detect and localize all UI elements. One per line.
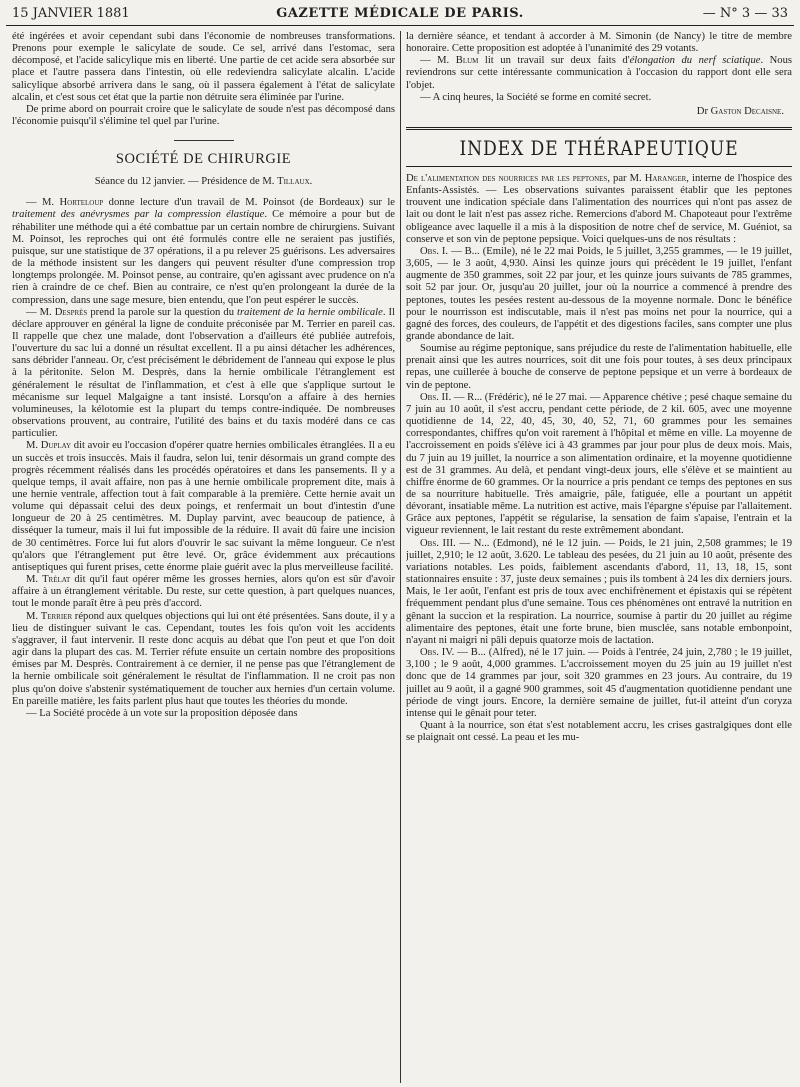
index-header — [406, 127, 792, 167]
paragraph-horteloup: — M. Horteloup donne lecture d'un travail de M. Poinsot (de Bordeaux) sur le traitement des anévrysmes par la compression élastique. Ce mémoire a pour but de réhabiliter une méthode qui a été combattue par un certain nombre de chirurgiens. Suivant M. Poinsot, les reproches qui ont été formulés contre elle ne seraient pas justifiés, puisque, sur une statistique de 37 opérations, il a pu relever 25 guérisons. Les adversaires de la méthode insistent sur les dangers qui peuvent résulter d'une compression trop longtemps prolongée. M. Poinsot pense, au contraire, qu'en agissant avec prudence on n'a rien à craindre de ce chef. Bien au contraire, ce n'est qu'en prolongeant la durée de la compression, dans une sage mesure, bien entendu, que l'on peut espérer le succès. — [12, 197, 395, 306]
section-title: SOCIÉTÉ DE CHIRURGIE — [115, 151, 292, 168]
paragraph-vote: — La Société procède à un vote sur la proposition déposée dans — [26, 707, 298, 719]
newspaper-page — [0, 3, 800, 1087]
speaker-name: Horteloup — [59, 197, 104, 209]
paragraph-soumise: Soumise au régime peptonique, sans préjudice du reste de l'alimentation habituelle, elle prenait ainsi que les autres nourrices, soit dit une fois pour toutes, à ses deux principaux repas, une cuillerée à bouche de conserve de peptone pepsique et un verre à bordeaux de vin de peptone. — [406, 343, 792, 391]
journal-title: GAZETTE MÉDICALE DE PARIS. — [276, 6, 524, 21]
speaker-name: Terrier — [40, 610, 73, 622]
paragraph-terrier: M. Terrier répond aux quelques objections qui lui ont été présentées. Sans doute, il y a lieu de distinguer suivant le cas. Cependant, toutes les fois qu'on voit les accidents s'aggraver, il faut intervenir. Il reste donc acquis au débat que l'on peut et que l'on doit agir dans la plupart des cas. M. Terrier réfute ensuite un certain nombre des propositions émises par M. Desprès. Contrairement à ce dernier, il ne pense pas que l'étranglement de la hernie ombilicale soit généralement le résultat de l'inflammation. Il ne croit pas non plus qu'on doive s'abstenir systématiquement de toucher aux hernies d'un certain volume. En pareille matière, les faits parlent plus haut que toutes les théories du monde. — [12, 610, 395, 707]
column-rule — [400, 31, 401, 1083]
article-author: Haranger — [644, 172, 687, 184]
paragraph-duplay: M. Duplay dit avoir eu l'occasion d'opérer quatre hernies ombilicales étranglées. Il a eu un succès et trois insuccès. Mais il faudra, selon lui, tenir désormais un grand compte des progrès récemment réalisés dans les procédés opératoires et dans les pansements. Il y a quelque temps, il avait affaire, non pas à une hernie ombilicale proprement dite, mais à une hernie ventrale, affection tout à fait comparable à la première. Cette hernie avait un volume qui dépassait celui des deux poings, et renfermait un bout d'intestin d'une longueur de 20 à 25 centimètres. M. Duplay parvint, avec beaucoup de patience, à disséquer la tumeur, mais il lui fut impossible de la réduire. Il avait dû faire une incision de 30 centimètres. Force lui fut alors d'ouvrir le sac suivant la même longueur. Ce n'est qu'alors que l'étranglement put être levé. Or, grâce évidemment aux précautions antiseptiques qui furent prises, cette énorme plaie guérit avec la plus merveilleuse facilité. — [12, 440, 395, 573]
article-intro: De l'alimentation des nourrices par les peptones, par M. Haranger, interne de l'hospice des Enfants-Assistés. — Les observations suivantes paraissent établir que les peptones trouvent une indication spéciale dans l'alimentation des nourrices qui n'ont pas assez de lait ou dont le lait n'est pas assez riche. Remercions d'abord M. Chapoteaut pour l'extrême obligeance avec laquelle il a mis à la disposition de notre chef de service, M. Guéniot, sa conserve et son vin de peptone pepsique. Voici quelques-uns de nos résultats : — [406, 172, 792, 245]
paragraph-despres: — M. Desprès prend la parole sur la question du traitement de la hernie ombilicale. Il déclare approuver en général la ligne de conduite préconisée par M. Terrier en pareil cas. Il rappelle que chez une malade, dont l'observation a d'ailleurs été publiée autrefois, l'ouverture du sac lui a donné un résultat excellent. Il a pu ainsi détacher les adhérences, sans débrider l'anneau. Or, c'est précisément le débridement de l'anneau qui expose le plus à la péritonite. Selon M. Desprès, dans la hernie ombilicale l'étranglement est généralement le résultat de l'inflammation, et c'est à elle que s'applique surtout le mécanisme sur lequel Malgaigne a tant insisté. Lorsqu'on a affaire à des hernies volumineuses, la kélotomie est la plupart du temps contre-indiquée. De nombreuses observations prouvent, au contraire, l'utilité des bains et du taxis modéré dans ce cas particulier. — [12, 306, 395, 440]
intro-paragraph-2: De prime abord on pourrait croire que le salicylate de soude n'est pas décomposé dans l'économie puisqu'il s'élimine tel quel par l'urine. — [12, 103, 395, 128]
divider — [174, 140, 234, 141]
president-name: Tillaux — [277, 176, 310, 188]
session-line: Séance du 12 janvier. — Présidence de M. Tillaux. — [94, 176, 313, 188]
speaker-name: Desprès — [54, 306, 88, 318]
signature: Dr Gaston Decaisne. — [696, 105, 784, 117]
paragraph-blum: — M. Blum lit un travail sur deux faits d'élongation du nerf sciatique. Nous reviendrons sur cette intéressante communication à l'occasion du rapport dont elle sera l'objet. — [406, 55, 792, 91]
work-title: élongation du nerf sciatique — [629, 55, 761, 67]
observation-4: Obs. IV. — B... (Alfred), né le 17 juin. — Poids à l'entrée, 24 juin, 2,780 ; le 19 juillet, 3,100 ; le 9 août, 4,000 grammes. L'accroissement moyen du 25 juin au 19 juillet n'est donc que de 14 grammes par jour, soit 320 grammes en 23 jours. Au contraire, du 19 juillet au 9 août, il a gagné 900 grammes, soit 45 d'augmentation quotidienne pendant une période de vingt jours. Encore, la dernière semaine de juillet, fut-il atteint d'un coryza intense qui le gênait pour teter. — [406, 647, 792, 719]
header-date: 15 JANVIER 1881 — [12, 6, 130, 21]
columns — [12, 31, 792, 1083]
article-title: De l'alimentation des nourrices par les peptones — [406, 172, 608, 184]
left-column — [12, 31, 395, 1083]
observation-3: Obs. III. — N... (Edmond), né le 12 juin. — Poids, le 21 juin, 2,508 grammes; le 19 juillet, 2,910; le 12 août, 3.620. Le tableau des pesées, du 21 juin au 10 août, présente des variations notables. Les poids, faiblement ascendants d'abord, 11, 13, 18, 15, sont stationnaires ensuite : 37, juste deux semaines ; puis ils tombent à 24 les dix derniers jours. Mais, le 1er août, l'enfant est pris de toux avec enchifrènement et épistaxis qui se répètent fréquemment pendant plus d'une semaine. Tous ces phénomènes ont entravé la nutrition en gênant la succion et la respiration. La nourrice, soumise à partir du 20 juillet au régime alimentaire des peptones, était une forte brune, bien musclée, sans notable embonpoint, n'ayant ni maigri ni pâli depuis quatorze mois de lactation. — [406, 537, 792, 646]
header-issue: — N° 3 — 33 — [702, 6, 788, 21]
intro-paragraph: été ingérées et avoir cependant subi dans l'économie de nombreuses transformations. Prenons pour exemple le salicylate de soude. Ce sel, arrivé dans l'estomac, sera décomposé, et l'acide salicylique mis en liberté. Une partie de cet acide sera absorbée sur place et l'autre passera dans l'intestin, où elle redeviendra salicylate alcalin. L'acide salicylique absorbé arrivera dans le sang, où il passera également à l'état de salicylate alcalin, et c'est sous cet état que la partie non détruite sera éliminée par l'urine. — [12, 31, 395, 103]
paragraph-trelat: M. Trélat dit qu'il faut opérer même les grosses hernies, alors qu'on est sûr d'avoir affaire à un étranglement véritable. Du reste, sur cette question, à part quelques nuances, tout le monde paraît être à peu près d'accord. — [12, 574, 395, 610]
speaker-name: Blum — [455, 55, 479, 67]
work-title: traitement de la hernie ombilicale — [237, 306, 383, 318]
speaker-name: Trélat — [42, 574, 71, 586]
index-title: INDEX DE THÉRAPEUTIQUE — [459, 135, 739, 160]
final-paragraph: Quant à la nourrice, son état s'est notablement accru, les crises gastralgiques dont elle se plaignait ont cessé. La peau et les mu- — [406, 719, 792, 744]
observation-2: Obs. II. — R... (Frédéric), né le 27 mai. — Apparence chétive ; pesé chaque semaine du 7 juin au 10 août, il s'est accru, pendant cette période, de 2 kil. 605, avec une moyenne quotidienne de 14, 22, 40, 45, 30, 40, 52, 71, 60 grammes pour les semaines correspondantes, chiffres qu'on voit rarement à l'hôpital et même en ville. La moyenne de l'accroissement en poids s'élève ici à 43 grammes par jour pour plus de deux mois. Mais, du 7 juin au 19 juillet, la nourrice a son alimentation ordinaire, et la moyenne quotidienne est de 31 grammes. Au delà, et pendant vingt-deux jours, elle s'élève et se maintient au chiffre énorme de 60 grammes. Or la nourrice a pris pendant ce temps des peptones en sus de sa nourriture habituelle. Très amaigrie, pâle, fatiguée, elle a pourtant un appétit dévorant, insatiable même. La nutrition est active, mais l'épargne s'épuise par l'allaitement. Grâce aux peptones, l'appétit se régularise, la sensation de faim s'apaise, l'entrain et la vigueur reviennent, le lait restant du reste extrêmement abondant. — [406, 391, 792, 537]
continued-paragraph: la dernière séance, et tendant à accorder à M. Simonin (de Nancy) le titre de membre honoraire. Cette proposition est adoptée à l'unanimité des 29 votants. — [406, 31, 792, 55]
work-title: traitement des anévrysmes par la compression élastique — [12, 209, 265, 221]
page-header — [6, 3, 794, 26]
closing-paragraph: — A cinq heures, la Société se forme en comité secret. — [420, 91, 652, 103]
speaker-name: Duplay — [40, 440, 72, 452]
right-column — [406, 31, 792, 1083]
observation-1: Obs. I. — B... (Emile), né le 22 mai Poids, le 5 juillet, 3,255 grammes, — le 19 juillet, 3,605, — le 3 août, 4,930. Ainsi les quinze jours qui précèdent le 19 juillet, l'enfant augmente de 350 grammes, soit 22 par jour, et les quinze jours suivants de 785 grammes, soit 52 par jour. Or, jusqu'au 20 juillet, jour où la nourrice a commencé à prendre des peptones, toutes les pesées restent au-dessous de la moyenne normale. Donc le bénéfice pour le nourrisson est indiscutable, mais il n'est pas moins net pour la nourrice, qui a gagné des forces, des couleurs, de l'appétit et des digestions faciles, sans compter une plus grande abondance de lait. — [406, 245, 792, 342]
